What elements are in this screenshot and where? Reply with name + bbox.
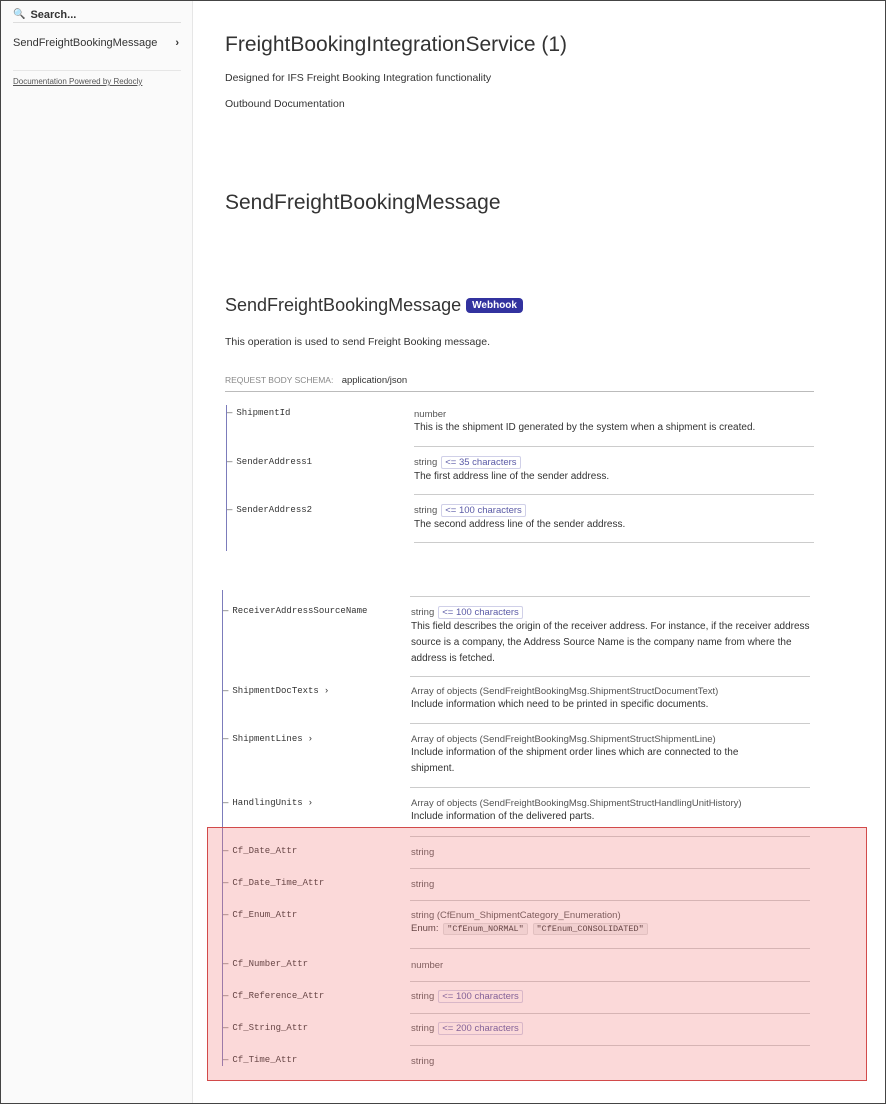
enum-label: Enum: [411, 923, 439, 934]
field-name: — Cf_String_Attr [223, 1023, 309, 1033]
field-separator [410, 676, 810, 677]
field-separator [410, 596, 810, 597]
schema-label: REQUEST BODY SCHEMA: [225, 375, 334, 385]
field-info: number [411, 960, 444, 971]
powered-by-link[interactable]: Documentation Powered by Redocly [13, 77, 143, 86]
enum-value: "CfEnum_NORMAL" [443, 923, 528, 935]
field-name: — Cf_Date_Time_Attr [223, 878, 325, 888]
webhook-badge: Webhook [466, 298, 523, 313]
field-name[interactable]: — ShipmentLines › [223, 734, 314, 744]
section-title: SendFreightBookingMessage [225, 191, 501, 214]
field-name: — ShipmentId [227, 408, 291, 418]
field-name: — ReceiverAddressSourceName [223, 606, 368, 616]
field-info: string <= 35 characters The first address line of the sender address. [414, 457, 610, 482]
field-name: — SenderAddress2 [227, 505, 313, 515]
search-icon: 🔍 [13, 9, 26, 20]
search-box[interactable] [13, 7, 181, 23]
field-info: string [411, 1056, 435, 1067]
field-info: string [411, 847, 435, 858]
field-info: string <= 200 characters [411, 1022, 811, 1035]
chevron-right-icon: › [307, 798, 314, 808]
sidebar-item-label: SendFreightBookingMessage [13, 37, 158, 49]
chevron-right-icon: › [175, 37, 179, 49]
field-name[interactable]: — HandlingUnits › [223, 798, 314, 808]
field-separator [414, 542, 814, 543]
highlight-box [207, 827, 867, 1081]
field-name: — Cf_Time_Attr [223, 1055, 298, 1065]
field-name: — Cf_Number_Attr [223, 959, 309, 969]
search-input[interactable] [30, 9, 170, 21]
field-info: Array of objects (SendFreightBookingMsg.ShipmentStructDocumentText) Include information which need to be printed in specific documents. [411, 686, 719, 710]
api-description: Designed for IFS Freight Booking Integration functionality [225, 72, 492, 84]
field-name: — Cf_Enum_Attr [223, 910, 298, 920]
field-info: string [411, 879, 435, 890]
field-separator [414, 494, 814, 495]
field-name[interactable]: — ShipmentDocTexts › [223, 686, 330, 696]
tree-line-group-1 [226, 405, 227, 551]
sidebar [1, 1, 193, 1103]
field-info: string <= 100 characters [411, 990, 811, 1003]
enum-value: "CfEnum_CONSOLIDATED" [533, 923, 648, 935]
field-info: number This is the shipment ID generated by the system when a shipment is created. [414, 409, 756, 433]
field-separator [410, 723, 810, 724]
field-name: — Cf_Date_Attr [223, 846, 298, 856]
schema-mime: application/json [341, 375, 408, 386]
operation-title [225, 295, 523, 316]
field-separator [410, 787, 810, 788]
chevron-right-icon: › [307, 734, 314, 744]
page-title: FreightBookingIntegrationService (1) [225, 33, 568, 56]
request-body-schema-header [225, 375, 814, 392]
field-info: string (CfEnum_ShipmentCategory_Enumeration) Enum: "CfEnum_NORMAL" "CfEnum_CONSOLIDATED" [411, 910, 811, 935]
field-info: Array of objects (SendFreightBookingMsg.ShipmentStructShipmentLine) Include information of the shipment order lines which are connected to the shipment. [411, 734, 739, 774]
field-info: string <= 100 characters The second address line of the sender address. [414, 505, 626, 530]
field-name: — SenderAddress1 [227, 457, 313, 467]
field-info: Array of objects (SendFreightBookingMsg.ShipmentStructHandlingUnitHistory) Include information of the delivered parts. [411, 798, 742, 822]
operation-name: SendFreightBookingMessage [225, 295, 462, 315]
field-name: — Cf_Reference_Attr [223, 991, 325, 1001]
field-info: string <= 100 characters This field describes the origin of the receiver address. For instance, if the receiver address source is a company, the Address Source Name is the company name from where the address is fetched. [411, 607, 810, 664]
sidebar-item-sendfreightbookingmessage[interactable] [13, 37, 183, 49]
sidebar-divider [13, 70, 181, 71]
chevron-right-icon: › [323, 686, 330, 696]
operation-description: This operation is used to send Freight Booking message. [225, 336, 490, 348]
field-separator [414, 446, 814, 447]
api-subdescription: Outbound Documentation [225, 98, 345, 110]
